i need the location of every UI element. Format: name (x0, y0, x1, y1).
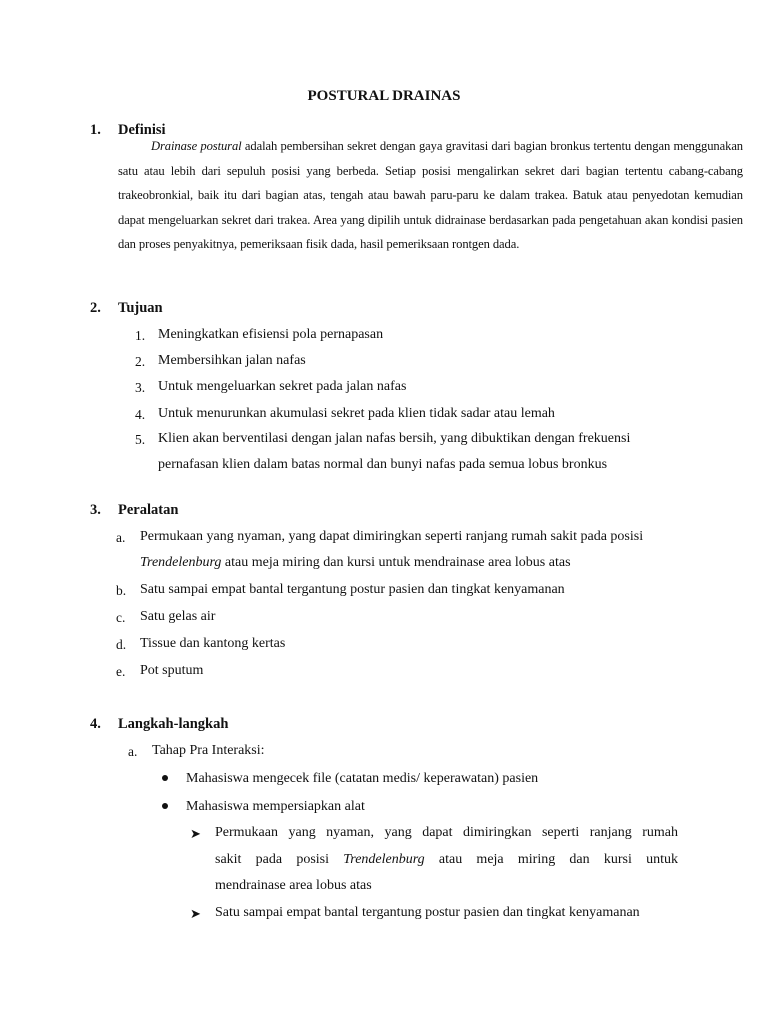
bullet-item: Mahasiswa mengecek file (catatan medis/ keperawatan) pasien (186, 771, 539, 786)
list-marker: d. (116, 637, 127, 652)
list-marker: c. (116, 610, 126, 625)
section-heading-peralatan: Peralatan (118, 502, 179, 518)
list-marker: 2. (135, 354, 146, 369)
arrow-item-line: mendrainase area lobus atas (215, 878, 372, 893)
section-number-tujuan: 2. (90, 300, 101, 316)
arrow-item-line: Satu sampai empat bantal tergantung postur pasien dan tingkat kenyamanan (215, 905, 640, 920)
list-item-continuation: Trendelenburg atau meja miring dan kursi untuk mendrainase area lobus atas (140, 555, 571, 570)
arrow-item-line: sakit pada posisi Trendelenburg atau meja miring dan kursi untuk (215, 852, 679, 867)
definisi-term: Drainase postural (151, 139, 242, 153)
list-item: Meningkatkan efisiensi pola pernapasan (158, 327, 384, 342)
list-item: Membersihkan jalan nafas (158, 353, 306, 368)
bullet-item: Mahasiswa mempersiapkan alat (186, 799, 365, 814)
list-item-continuation: pernafasan klien dalam batas normal dan bunyi nafas pada semua lobus bronkus (158, 457, 608, 472)
list-item: Untuk menurunkan akumulasi sekret pada klien tidak sadar atau lemah (158, 406, 555, 421)
list-item: Klien akan berventilasi dengan jalan nafas bersih, yang dibuktikan dengan frekuensi (158, 431, 631, 446)
bullet-icon (162, 775, 168, 781)
list-item: Tissue dan kantong kertas (140, 636, 286, 651)
section-heading-langkah: Langkah-langkah (118, 716, 229, 732)
section-heading-tujuan: Tujuan (118, 300, 163, 316)
list-marker: 3. (135, 380, 146, 395)
section-heading-definisi: Definisi (118, 122, 166, 138)
arrow-bullet-icon: ➤ (190, 826, 201, 841)
sub-marker: a. (128, 744, 138, 759)
list-item: Satu gelas air (140, 609, 216, 624)
list-item: Permukaan yang nyaman, yang dapat dimiringkan seperti ranjang rumah sakit pada posisi (140, 529, 644, 544)
trendelenburg-term: Trendelenburg (140, 555, 222, 570)
sub-heading-pra-interaksi: Tahap Pra Interaksi: (152, 743, 265, 758)
bullet-icon (162, 803, 168, 809)
list-marker: b. (116, 583, 127, 598)
document-title: POSTURAL DRAINAS (307, 88, 461, 104)
arrow-item-line: Permukaan yang nyaman, yang dapat dimiringkan seperti ranjang rumah (215, 825, 678, 840)
list-item: Pot sputum (140, 663, 204, 678)
list-marker: 5. (135, 432, 146, 447)
list-marker: a. (116, 530, 126, 545)
definisi-paragraph (118, 134, 743, 257)
definisi-body: adalah pembersihan sekret dengan gaya gravitasi dari bagian bronkus tertentu dengan menggunakan satu atau lebih dari sepuluh posisi yang berbeda. Setiap posisi mengalirkan sekret dari bagian tertentu cabang-cabang trakeobronkial, baik itu dari bagian atas, tengah atau bawah paru-paru ke dalam trakea. Batuk atau penyedotan kemudian dapat mengeluarkan sekret dari trakea. Area yang dipilih untuk didrainase berdasarkan pada pengetahuan akan kondisi pasien dan proses penyakitnya, pemeriksaan fisik dada, hasil pemeriksaan rontgen dada. (118, 139, 744, 252)
arrow-bullet-icon: ➤ (190, 906, 201, 921)
list-item: Satu sampai empat bantal tergantung postur pasien dan tingkat kenyamanan (140, 582, 565, 597)
list-marker: e. (116, 664, 126, 679)
section-number-peralatan: 3. (90, 502, 101, 518)
list-marker: 1. (135, 328, 146, 343)
list-item: Untuk mengeluarkan sekret pada jalan nafas (158, 379, 407, 394)
list-marker: 4. (135, 407, 146, 422)
section-number-definisi: 1. (90, 122, 101, 138)
trendelenburg-term: Trendelenburg (343, 852, 425, 867)
section-number-langkah: 4. (90, 716, 101, 732)
